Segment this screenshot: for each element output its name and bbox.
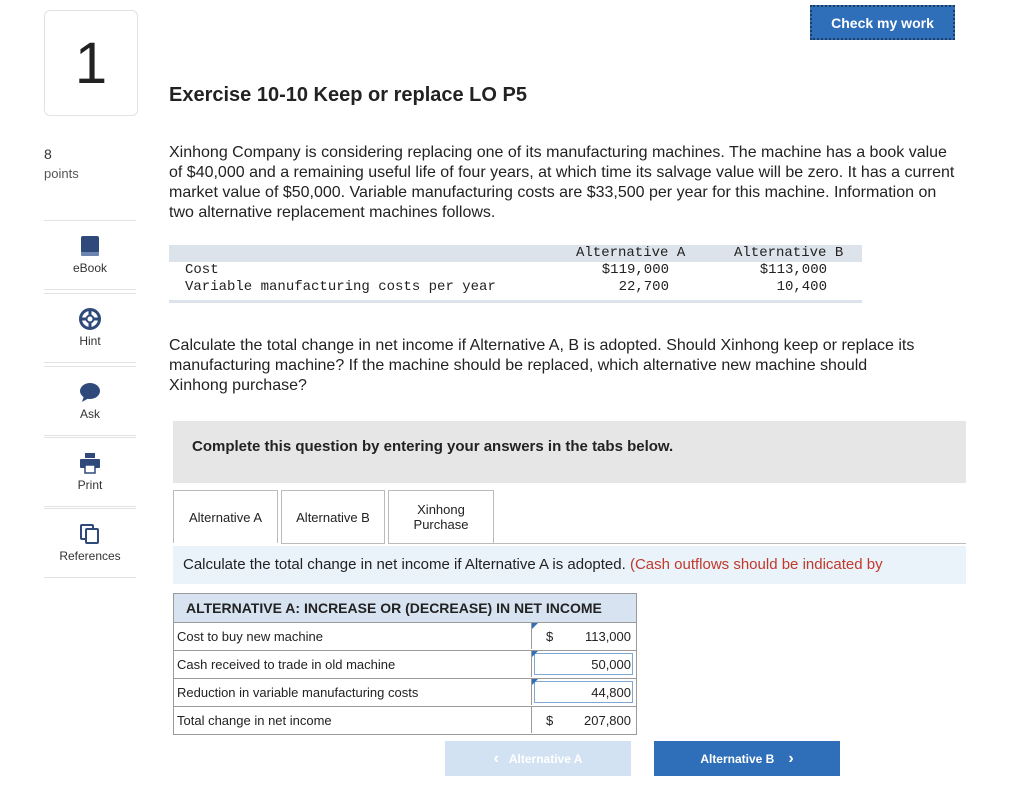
- tab-alternative-b[interactable]: Alternative B: [281, 490, 385, 544]
- answer-value: 207,800: [584, 713, 631, 728]
- answer-row-variable-reduction: [174, 679, 636, 707]
- answer-label: Total change in net income: [177, 713, 332, 728]
- answer-table-header: ALTERNATIVE A: INCREASE OR (DECREASE) IN NET INCOME: [174, 594, 636, 623]
- prev-tab-button[interactable]: [445, 741, 631, 776]
- answer-label: Cash received to trade in old machine: [177, 657, 396, 672]
- info-row-variable-costs: [169, 279, 862, 296]
- cell-flag-icon: [532, 651, 538, 657]
- machine-info-table: [169, 245, 862, 303]
- question-number-text: 1: [74, 30, 108, 96]
- references-button[interactable]: [44, 508, 136, 578]
- intro-paragraph: Xinhong Company is considering replacing one of its manufacturing machines. The machine has a book value of $40,000 and a remaining useful life of four years, at which time its salvage value will be zero. It has a current market value of $50,000. Variable manufacturing costs are $33,500 per year for this machine. Information on two alternative replacement machines follows.: [169, 144, 955, 221]
- question-number: [44, 10, 138, 116]
- info-row-cost: [169, 262, 862, 279]
- row-label: Cost: [185, 262, 219, 278]
- row-value-b: $113,000: [759, 262, 827, 278]
- book-icon: [80, 235, 100, 257]
- dollar-sign: $: [546, 713, 554, 728]
- tab-divider: [494, 543, 966, 544]
- hint-label: Hint: [79, 334, 101, 348]
- chat-bubble-icon: [79, 381, 101, 403]
- info-table-footer: [169, 300, 862, 303]
- lifebuoy-icon: [79, 308, 101, 330]
- next-tab-button[interactable]: [654, 741, 840, 776]
- answer-row-trade-in: [174, 651, 636, 679]
- row-value-a: $119,000: [601, 262, 669, 278]
- dollar-sign: $: [546, 629, 554, 644]
- next-tab-label: Alternative B: [700, 751, 775, 766]
- ask-button[interactable]: [44, 366, 136, 436]
- prev-tab-label: Alternative A: [508, 751, 583, 766]
- info-table-header: [169, 245, 862, 262]
- ebook-label: eBook: [72, 261, 108, 275]
- tabs-banner: [173, 421, 966, 483]
- chevron-right-icon: ›: [788, 749, 794, 767]
- answer-value[interactable]: 113,000: [584, 629, 631, 644]
- tab-xinhong-purchase[interactable]: Xinhong Purchase: [388, 490, 494, 544]
- header-alternative-b: Alternative B: [734, 245, 844, 261]
- answer-cell[interactable]: [531, 679, 635, 705]
- answer-row-cost-new-machine: [174, 623, 636, 651]
- row-label: Variable manufacturing costs per year: [185, 279, 496, 295]
- answer-cell[interactable]: [531, 651, 635, 677]
- printer-icon: [79, 452, 101, 474]
- copy-pages-icon: [79, 523, 101, 545]
- references-label: References: [59, 549, 121, 563]
- answer-cell[interactable]: [531, 623, 635, 649]
- instruction-bar: [173, 546, 966, 584]
- print-button[interactable]: [44, 437, 136, 507]
- answer-label: Cost to buy new machine: [177, 629, 323, 644]
- header-alternative-a: Alternative A: [576, 245, 686, 261]
- answer-cell: [531, 707, 635, 733]
- instruction-text: Calculate the total change in net income if Alternative A is adopted.: [183, 556, 626, 573]
- ebook-button[interactable]: [44, 220, 136, 290]
- instruction-note: (Cash outflows should be indicated by: [629, 556, 883, 573]
- ask-label: Ask: [79, 407, 100, 421]
- tab-alternative-a[interactable]: Alternative A: [173, 490, 278, 543]
- answer-value[interactable]: 50,000: [591, 657, 631, 672]
- answer-value[interactable]: 44,800: [591, 685, 631, 700]
- hint-button[interactable]: [44, 293, 136, 363]
- answer-row-total: [174, 707, 636, 734]
- chevron-left-icon: ‹: [493, 749, 499, 767]
- check-my-work-button[interactable]: Check my work: [810, 5, 955, 40]
- exercise-title: Exercise 10-10 Keep or replace LO P5: [169, 84, 527, 106]
- print-label: Print: [77, 478, 103, 492]
- cell-flag-icon: [532, 679, 538, 685]
- answer-label: Reduction in variable manufacturing costs: [177, 685, 419, 700]
- points-label: points: [44, 166, 79, 181]
- points-value: 8: [44, 146, 52, 162]
- row-value-a: 22,700: [618, 279, 669, 295]
- banner-text: Complete this question by entering your answers in the tabs below.: [192, 438, 674, 455]
- answer-table: [173, 593, 637, 735]
- cell-flag-icon: [532, 623, 538, 629]
- row-value-b: 10,400: [776, 279, 827, 295]
- question-text: Calculate the total change in net income if Alternative A, B is adopted. Should Xinhong keep or replace its manufacturing machine? If the machine should be replaced, which alternative new machine should Xinhong purchase?: [169, 337, 915, 394]
